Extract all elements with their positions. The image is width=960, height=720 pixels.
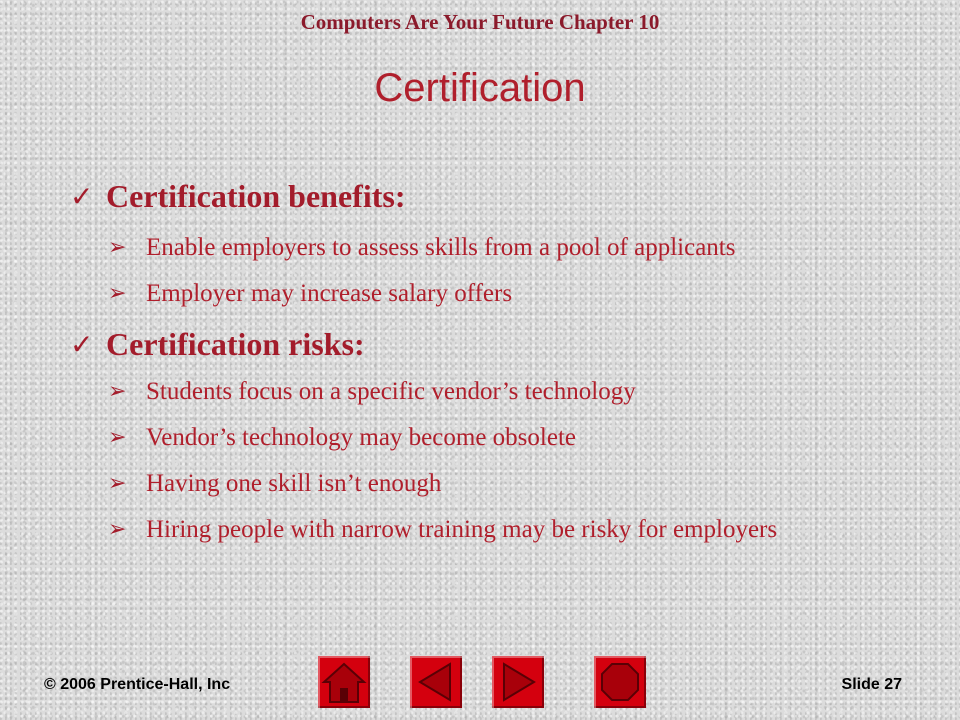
stop-icon xyxy=(594,656,646,708)
list-item xyxy=(108,232,908,264)
arrow-bullet-icon: ➢ xyxy=(108,379,127,404)
arrow-bullet-icon: ➢ xyxy=(108,517,127,542)
back-icon xyxy=(410,656,462,708)
forward-icon xyxy=(492,656,544,708)
list-item xyxy=(108,468,908,500)
checkmark-icon: ✓ xyxy=(70,180,94,213)
home-icon xyxy=(318,656,370,708)
section-heading-risks xyxy=(70,326,365,363)
list-item xyxy=(108,278,908,310)
list-item xyxy=(108,422,908,454)
arrow-bullet-icon: ➢ xyxy=(108,425,127,450)
arrow-bullet-icon: ➢ xyxy=(108,235,127,260)
list-item-text: Having one skill isn’t enough xyxy=(146,470,442,497)
forward-button[interactable] xyxy=(492,656,544,708)
list-item-text: Enable employers to assess skills from a pool of applicants xyxy=(146,234,736,261)
chapter-header: Computers Are Your Future Chapter 10 xyxy=(300,10,660,34)
slide-title: Certification xyxy=(374,66,586,110)
list-item xyxy=(108,514,808,546)
arrow-bullet-icon: ➢ xyxy=(108,471,127,496)
home-button[interactable] xyxy=(318,656,370,708)
list-item-text: Vendor’s technology may become obsolete xyxy=(146,424,576,451)
list-item-text: Students focus on a specific vendor’s technology xyxy=(146,378,636,405)
section-heading-label: Certification benefits: xyxy=(106,178,406,214)
arrow-bullet-icon: ➢ xyxy=(108,281,127,306)
section-heading-benefits xyxy=(70,178,405,215)
copyright-text: © 2006 Prentice-Hall, Inc xyxy=(44,676,231,693)
slide-number: Slide 27 xyxy=(841,676,902,693)
list-item xyxy=(108,376,908,408)
back-button[interactable] xyxy=(410,656,462,708)
stop-button[interactable] xyxy=(594,656,646,708)
section-heading-label: Certification risks: xyxy=(106,326,365,362)
list-item-text: Hiring people with narrow training may be risky for employers xyxy=(146,516,778,543)
list-item-text: Employer may increase salary offers xyxy=(146,280,513,307)
checkmark-icon: ✓ xyxy=(70,328,94,361)
